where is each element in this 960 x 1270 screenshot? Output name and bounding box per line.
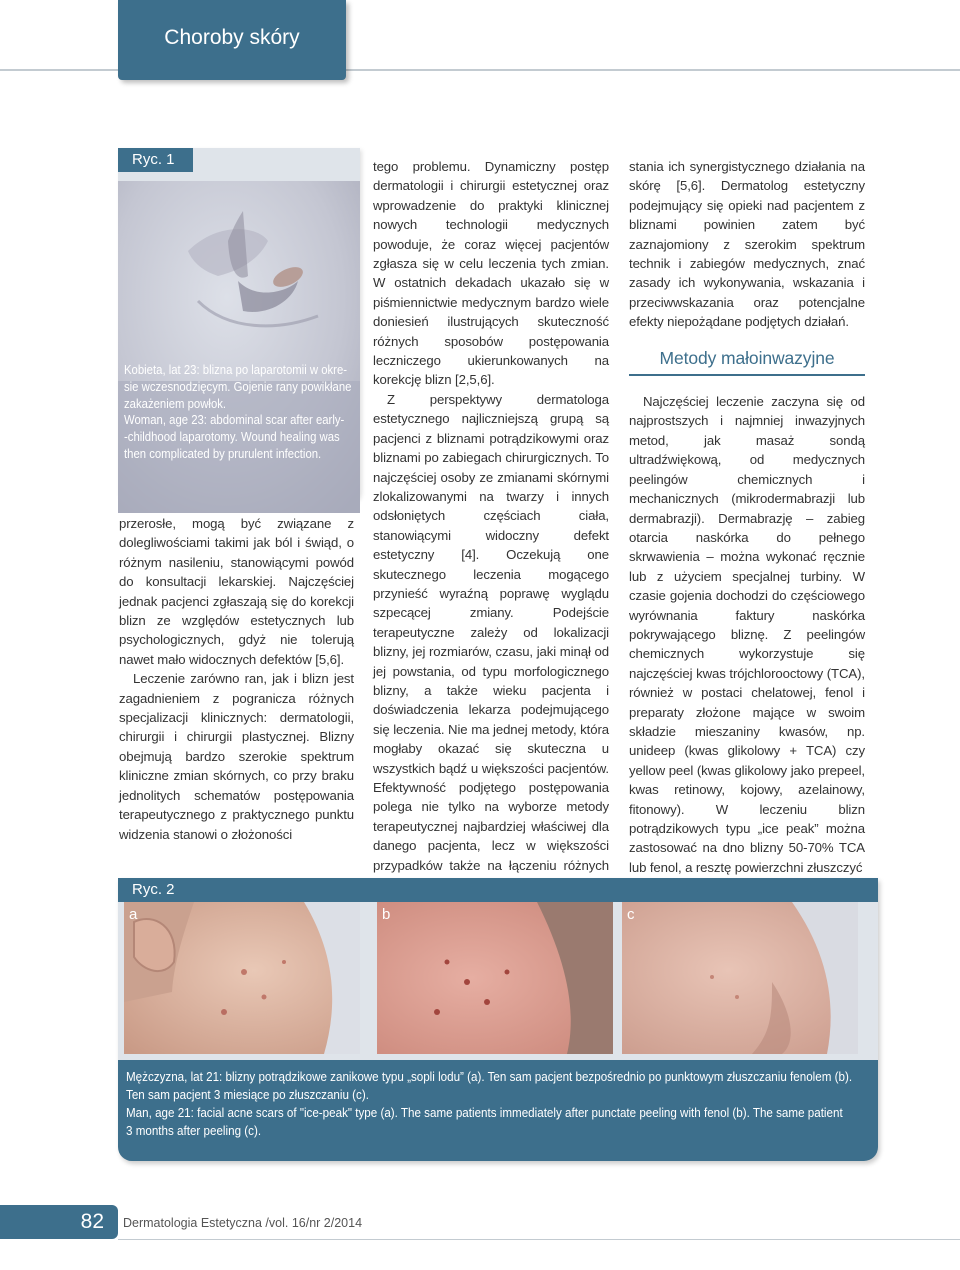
section-title: Choroby skóry bbox=[164, 26, 300, 49]
caption-line: Kobieta, lat 23: blizna po laparotomii w okre- bbox=[124, 363, 348, 377]
footer-rule bbox=[118, 1239, 960, 1240]
text-column-2 bbox=[373, 157, 609, 894]
paragraph: Najczęściej leczenie zaczyna się od najprostszych i najmniej inwazyjnych metod, jak masaż sondą ultradźwiękową, od medycznych peelingów chemicznych i mechanicznych (mikrodermabrazji lub dermabrazji). Dermabrazję – zabieg otarcia naskórka do pełnego skrwawienia – można wykonać ręcznie lub z użyciem specjalnej turbiny. W czasie gojenia dochodzi do częściowego wyrównania faktury naskórka pokrywającego bliznę. Z peelingów chemicznych wykorzystuje się najczęściej kwas trójchlorooctowy (TCA), również w postaci chelatowej, fenol i preparaty złożone mające w swoim składzie mieszaniny kwasów, np. unideep (kwas glikolowy + TCA) czy yellow peel (kwas glikolowy jako prepeel, kwas retinowy, kojowy, azelainowy, fitonowy). W leczeniu blizn potrądzikowych typu „ice peak” można zastosować na dno blizny 50-70% TCA lub fenol, a resztę powierzchni złuszczyć bbox=[629, 394, 865, 875]
photo-panel-a bbox=[124, 902, 360, 1054]
figure-1-photo bbox=[118, 172, 360, 522]
face-photo-c bbox=[622, 902, 858, 1054]
text-column-1 bbox=[119, 514, 354, 844]
caption-line: Mężczyzna, lat 21: blizny potrądzikowe zanikowe typu „sopli lodu” (a). Ten sam pacjent bezpośrednio po punktowym złuszczaniu fenolem (b). bbox=[126, 1070, 853, 1084]
face-photo-b bbox=[377, 902, 613, 1054]
figure-1 bbox=[118, 148, 360, 504]
page-number: 82 bbox=[80, 1210, 104, 1233]
caption-line: Ten sam pacjent 3 miesiące po złuszczaniu (c). bbox=[126, 1088, 369, 1102]
journal-reference: Dermatologia Estetyczna /vol. 16/nr 2/2014 bbox=[123, 1216, 363, 1230]
caption-line: zakażeniem powłok. bbox=[124, 396, 227, 411]
paragraph: Z perspektywy dermatologa estetycznego najliczniejszą grupą są pacjenci z bliznami potrądzikowymi oraz bliznami po zabiegach chirurgicznych. To najczęściej osoby ze zmianami skórnymi zlokalizowanymi na twarzy i innych odsłoniętych częściach ciała, stanowiącymi widoczny defekt estetyczny [4]. Oczekują one skutecznego leczenia mogącego przynieść wyraźną poprawę wyglądu szpecącej zmiany. Podejście terapeutyczne zależy od lokalizacji blizny, jej rozmiarów, czasu, jaki minął od jej powstania, od typu morfologicznego blizny, a także wieku pacjenta i doświadczenia lekarza podejmującego się leczenia. Nie ma jednej metody, która mogłaby okazać się skuteczna u wszystkich bądź u większości pacjentów. Efektywność podjętego postępowania polega nie tylko na wyborze metody terapeutycznej najbardziej właściwej dla danego pacjenta, lecz w większości przypadków także na łączeniu różnych bbox=[373, 391, 609, 873]
section-header-tab bbox=[118, 0, 346, 80]
paragraph: przerosłe, mogą być związane z dolegliwościami takimi jak ból i świąd, o różnym nasileniu, stanowiącymi powód do konsultacji lekarskiej. Najczęściej jednak pacjenci zgłaszają się do korekcji blizn ze względów estetycznych lub psychologicznych, gdyż nie tolerują nawet mało widocznych defektów [5,6]. bbox=[119, 516, 354, 667]
face-photo-a bbox=[124, 902, 360, 1054]
figure-2-caption bbox=[126, 1068, 870, 1140]
section-heading: Metody małoinwazyjne bbox=[629, 349, 865, 376]
caption-line: Man, age 21: facial acne scars of "ice-peak" type (a). The same patients immediately after punctate peeling with fenol (b). The same patient bbox=[126, 1106, 843, 1120]
caption-line: Woman, age 23: abdominal scar after early- bbox=[124, 413, 345, 428]
panel-label: c bbox=[627, 906, 635, 923]
photo-panel-b bbox=[377, 902, 613, 1054]
panel-label: a bbox=[129, 906, 138, 923]
figure-1-label: Ryc. 1 bbox=[118, 148, 193, 172]
caption-line: then complicated by prurulent infection. bbox=[124, 446, 322, 461]
paragraph: Leczenie zarówno ran, jak i blizn jest zagadnieniem z pogranicza różnych specjalizacji klinicznych: dermatologii, chirurgii i chirurgii plastycznej. Blizny obejmują bardzo szerokie spektrum kliniczne zmian skórnych, co przy braku jednolitych schematów postępowania terapeutycznego z praktycznego punktu widzenia stanowi o złożoności bbox=[119, 671, 354, 842]
page-number-tab bbox=[0, 1205, 118, 1239]
paragraph: stania ich synergistycznego działania na skórę [5,6]. Dermatolog estetyczny podejmujący się opieki nad pacjentem z bliznami powinien zatem być zaznajomiony z szerokim spektrum technik i zabiegów medycznych, znać zasady ich wykonywania, wskazania i przeciwwskazania oraz potencjalne efekty niepożądane podjętych działań. bbox=[629, 159, 865, 330]
figure-1-caption bbox=[124, 362, 354, 463]
photo-panel-c bbox=[622, 902, 858, 1054]
caption-line: sie wczesnodzięcym. Gojenie rany powikłane bbox=[124, 379, 352, 394]
panel-label: b bbox=[382, 906, 391, 923]
paragraph: tego problemu. Dynamiczny postęp dermatologii i chirurgii estetycznej oraz wprowadzenie do praktyki klinicznej nowych technologii medycznych powoduje, że coraz więcej pacjentów zgłasza się w celu leczenia tych zmian. W ostatnich dekadach ukazało się w piśmiennictwie medycznym bardzo wiele doniesień ilustrujących skuteczność różnych sposobów postępowania leczniczego ukierunkowanych na korekcję blizn [2,5,6]. bbox=[373, 159, 609, 388]
figure-2-photos bbox=[118, 902, 878, 1060]
text-column-3 bbox=[629, 157, 865, 877]
caption-line: 3 months after peeling (c). bbox=[126, 1124, 262, 1138]
figure-2-label: Ryc. 2 bbox=[118, 878, 193, 902]
figure-2 bbox=[118, 878, 878, 1161]
caption-line: -childhood laparotomy. Wound healing was bbox=[124, 430, 340, 445]
